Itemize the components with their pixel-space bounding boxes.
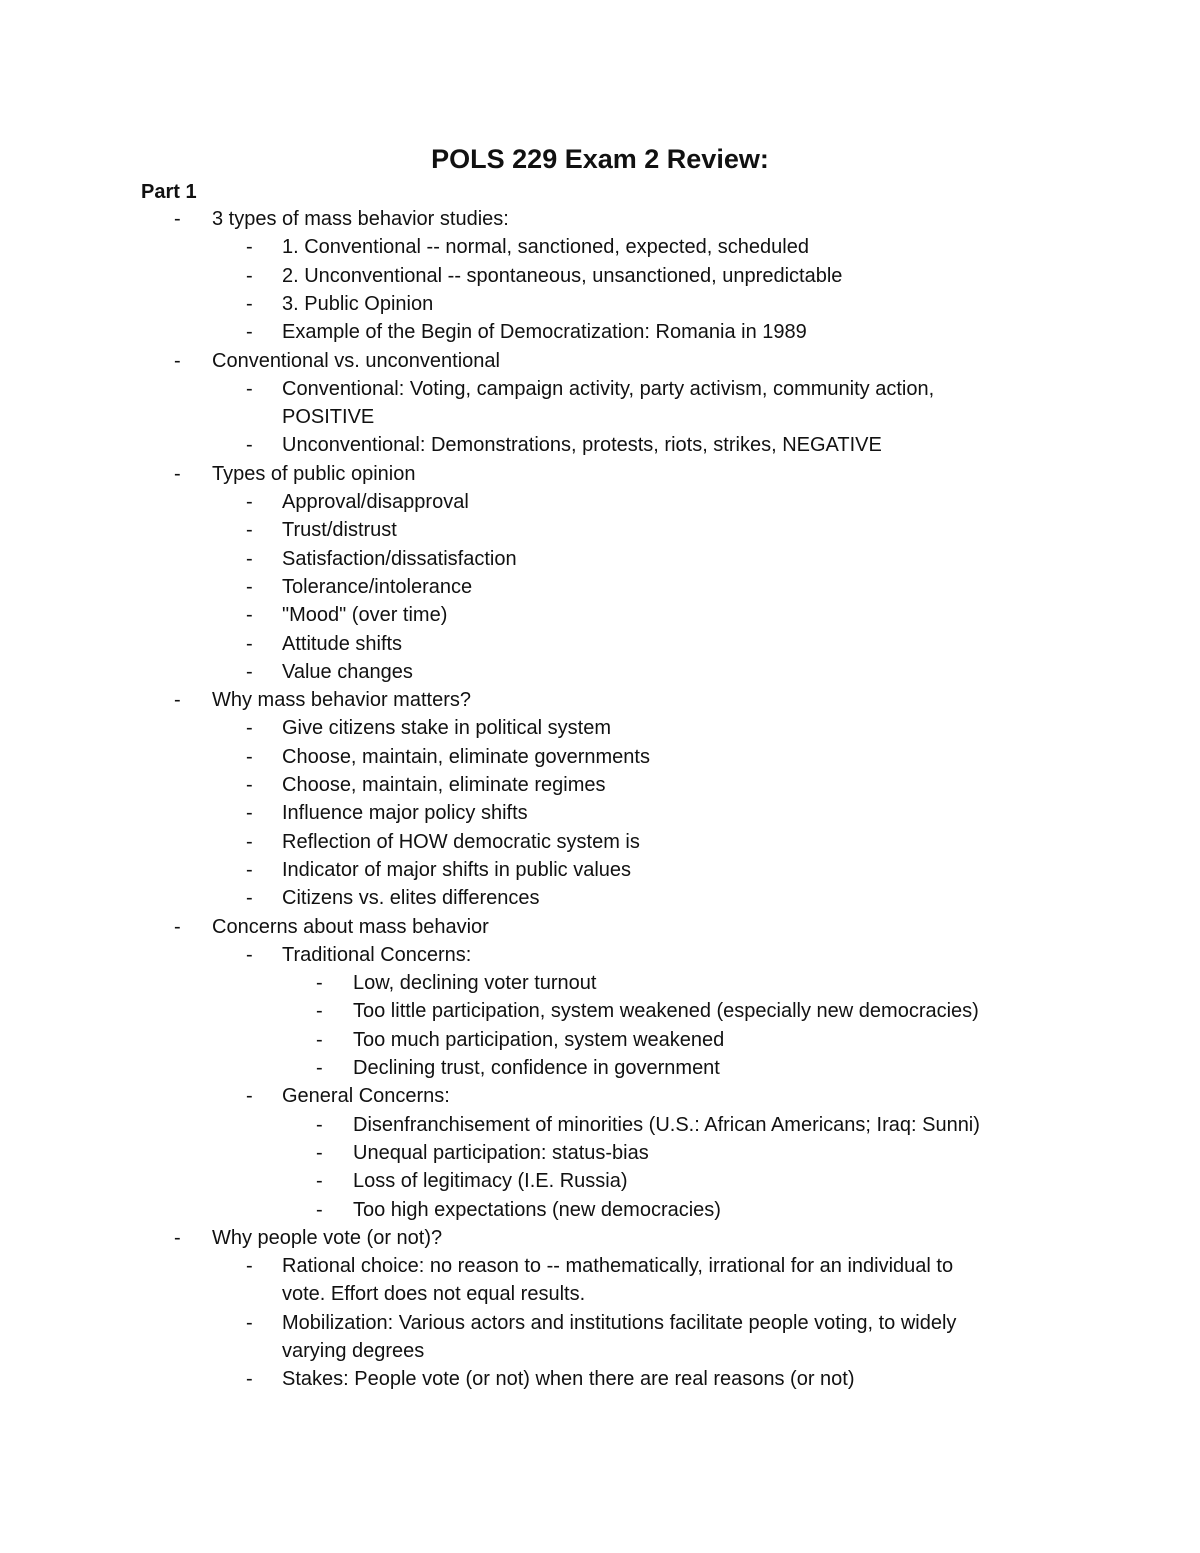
- bullet-dash: -: [174, 689, 181, 712]
- bullet-dash: -: [246, 943, 253, 966]
- bullet-dash: -: [246, 264, 253, 287]
- bullet-dash: -: [246, 1368, 253, 1391]
- outline-item-text: Low, declining voter turnout: [353, 972, 597, 995]
- outline-item-text: Too much participation, system weakened: [353, 1028, 725, 1051]
- outline-item-text: vote. Effort does not equal results.: [282, 1283, 586, 1306]
- outline-item-text: Unconventional: Demonstrations, protests, riots, strikes, NEGATIVE: [282, 434, 882, 457]
- outline-item-text: Indicator of major shifts in public values: [282, 858, 632, 881]
- bullet-dash: -: [316, 972, 323, 995]
- outline-item-text: Rational choice: no reason to -- mathematically, irrational for an individual to: [282, 1255, 954, 1278]
- bullet-dash: -: [316, 1113, 323, 1136]
- bullet-dash: -: [246, 717, 253, 740]
- outline-item-text: Choose, maintain, eliminate regimes: [282, 774, 606, 796]
- bullet-dash: -: [246, 1311, 253, 1334]
- outline-item-text: Attitude shifts: [282, 632, 403, 655]
- document-title: POLS 229 Exam 2 Review:: [431, 144, 769, 174]
- outline-item-text: Conventional: Voting, campaign activity, party activism, community action,: [282, 377, 935, 400]
- bullet-dash: -: [246, 1255, 253, 1278]
- bullet-dash: -: [246, 660, 253, 683]
- bullet-dash: -: [246, 774, 253, 796]
- outline-item-text: POSITIVE: [282, 406, 375, 429]
- bullet-dash: -: [246, 236, 253, 259]
- bullet-dash: -: [246, 547, 253, 570]
- outline-item-text: Too little participation, system weakened (especially new democracies): [353, 1000, 979, 1023]
- outline-item-text: Satisfaction/dissatisfaction: [282, 547, 517, 570]
- outline-item-text: 3 types of mass behavior studies:: [212, 208, 509, 230]
- bullet-dash: -: [246, 1085, 253, 1108]
- bullet-dash: -: [246, 887, 253, 910]
- outline-item-text: Why people vote (or not)?: [212, 1226, 443, 1249]
- outline-item-text: Unequal participation: status-bias: [353, 1141, 649, 1164]
- section-heading: Part 1: [141, 181, 197, 203]
- outline-item-text: Concerns about mass behavior: [212, 915, 489, 938]
- bullet-dash: -: [316, 1028, 323, 1051]
- bullet-dash: -: [246, 377, 253, 400]
- bullet-dash: -: [246, 292, 253, 315]
- outline-item-text: General Concerns:: [282, 1085, 450, 1108]
- bullet-dash: -: [246, 434, 253, 457]
- outline-item-text: Mobilization: Various actors and institutions facilitate people voting, to widely: [282, 1311, 957, 1334]
- outline-item-text: Types of public opinion: [212, 462, 416, 485]
- bullet-dash: -: [316, 1057, 323, 1079]
- outline-item-text: Choose, maintain, eliminate governments: [282, 745, 650, 768]
- outline-item-text: Disenfranchisement of minorities (U.S.: African Americans; Iraq: Sunni): [353, 1113, 980, 1136]
- outline-item-text: 3. Public Opinion: [282, 292, 434, 315]
- outline-item-text: Influence major policy shifts: [282, 802, 528, 825]
- bullet-dash: -: [174, 915, 181, 938]
- outline-item-text: Too high expectations (new democracies): [353, 1198, 721, 1221]
- outline-item-text: "Mood" (over time): [282, 604, 448, 627]
- bullet-dash: -: [246, 802, 253, 825]
- outline-item-text: Tolerance/intolerance: [282, 575, 473, 598]
- bullet-dash: -: [246, 575, 253, 598]
- bullet-dash: -: [246, 858, 253, 881]
- outline-item-text: Approval/disapproval: [282, 491, 469, 513]
- bullet-dash: -: [316, 1170, 323, 1193]
- outline-item-text: Value changes: [282, 660, 413, 683]
- bullet-dash: -: [246, 632, 253, 655]
- bullet-dash: -: [246, 519, 253, 542]
- bullet-dash: -: [316, 1198, 323, 1221]
- outline-item-text: Citizens vs. elites differences: [282, 887, 540, 910]
- outline-item-text: varying degrees: [282, 1339, 425, 1362]
- outline-item-text: Give citizens stake in political system: [282, 717, 612, 740]
- outline-item-text: Why mass behavior matters?: [212, 689, 471, 712]
- bullet-dash: -: [246, 321, 253, 344]
- bullet-dash: -: [316, 1000, 323, 1023]
- bullet-dash: -: [316, 1141, 323, 1164]
- outline-item-text: Trust/distrust: [282, 519, 397, 542]
- outline-item-text: 2. Unconventional -- spontaneous, unsanctioned, unpredictable: [282, 264, 843, 287]
- outline-item-text: Declining trust, confidence in government: [353, 1057, 720, 1079]
- bullet-dash: -: [174, 462, 181, 485]
- outline-item-text: Stakes: People vote (or not) when there are real reasons (or not): [282, 1368, 855, 1391]
- bullet-dash: -: [246, 604, 253, 627]
- outline-item-text: Reflection of HOW democratic system is: [282, 830, 640, 853]
- outline-item-text: Loss of legitimacy (I.E. Russia): [353, 1170, 628, 1193]
- bullet-dash: -: [174, 349, 181, 372]
- bullet-dash: -: [246, 491, 253, 513]
- outline-item-text: Conventional vs. unconventional: [212, 349, 500, 372]
- outline-item-text: Example of the Begin of Democratization: Romania in 1989: [282, 321, 807, 344]
- bullet-dash: -: [174, 1226, 181, 1249]
- bullet-dash: -: [246, 830, 253, 853]
- outline-item-text: Traditional Concerns:: [282, 943, 472, 966]
- bullet-dash: -: [174, 208, 181, 230]
- outline-item-text: 1. Conventional -- normal, sanctioned, expected, scheduled: [282, 236, 809, 259]
- bullet-dash: -: [246, 745, 253, 768]
